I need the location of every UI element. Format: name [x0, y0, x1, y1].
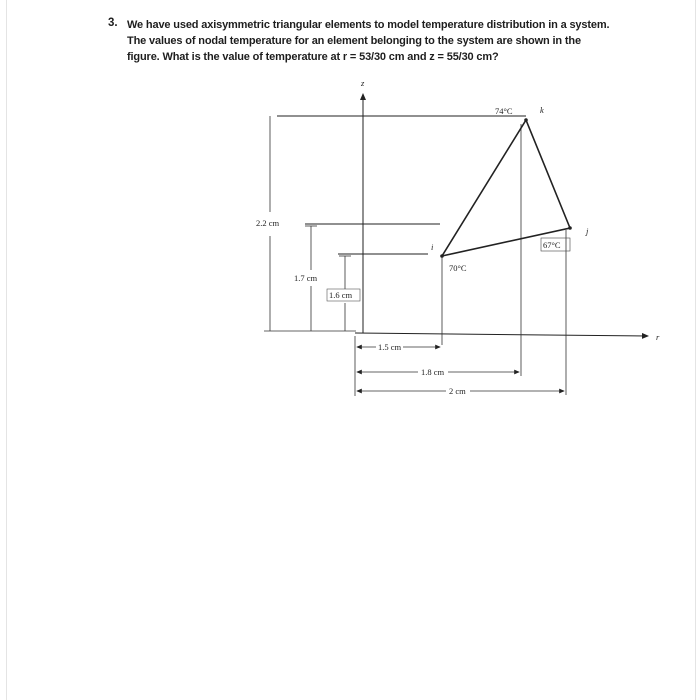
node-i-label: i [431, 242, 434, 252]
question-line-2: The values of nodal temperature for an element belonging to the system are shown in the [127, 35, 581, 47]
dim-label-1-8: 1.8 cm [421, 367, 445, 377]
question-line-3: figure. What is the value of temperature at r = 53/30 cm and z = 55/30 cm? [127, 51, 499, 63]
node-i-dot [440, 254, 444, 258]
dim-label-1-6: 1.6 cm [329, 290, 353, 300]
node-k-label: k [540, 105, 544, 115]
dim-label-1-7: 1.7 cm [294, 273, 318, 283]
node-j-dot [568, 226, 572, 230]
r-axis-label: r [656, 332, 660, 342]
question-line-1: We have used axisymmetric triangular elements to model temperature distribution in a system. [127, 19, 610, 31]
node-k-temp: 74°C [495, 106, 513, 116]
dim-label-2-2: 2.2 cm [256, 218, 280, 228]
z-axis-label: z [361, 78, 365, 88]
dim-label-1-5: 1.5 cm [378, 342, 402, 352]
r-axis [355, 333, 648, 336]
question-number: 3. [108, 17, 118, 29]
node-j-label: j [586, 226, 589, 236]
triangular-element [442, 120, 570, 256]
node-k-dot [524, 118, 528, 122]
dim-label-2: 2 cm [449, 386, 466, 396]
node-i-temp: 70°C [449, 263, 467, 273]
node-j-temp: 67°C [543, 240, 561, 250]
